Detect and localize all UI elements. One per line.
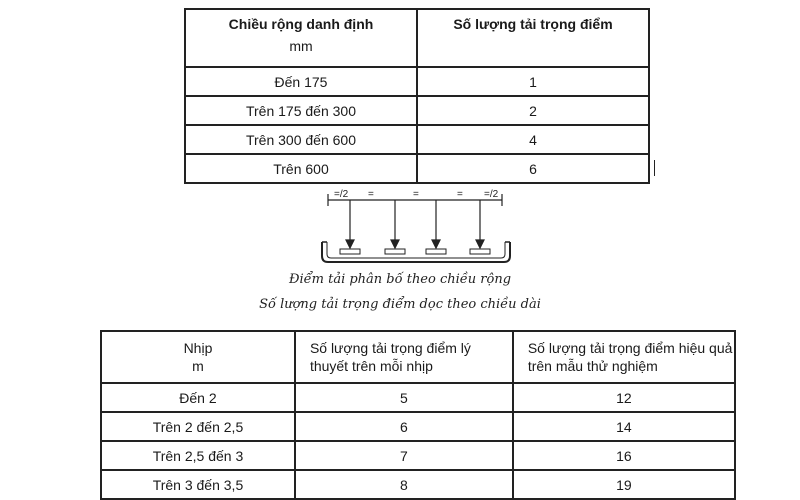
cell-span: Đến 2 (101, 383, 295, 412)
caption-length-count: Số lượng tải trọng điểm dọc theo chiều dài (259, 297, 541, 312)
table-row (101, 383, 735, 412)
cell-effective: 12 (513, 383, 735, 412)
header-span (101, 331, 295, 383)
cell-theoretical: 6 (295, 412, 513, 441)
cell-width: Đến 175 (185, 67, 417, 96)
load-pad (426, 249, 446, 254)
header-nominal-width-unit: mm (289, 38, 313, 54)
cell-width: Trên 300 đến 600 (185, 125, 417, 154)
table-row (101, 441, 735, 470)
table-row (101, 470, 735, 499)
table-row (185, 154, 649, 183)
header-nominal-width-label: Chiều rộng danh định (228, 16, 374, 32)
load-pad (470, 249, 490, 254)
table-row (185, 67, 649, 96)
point-load-distribution-diagram (316, 186, 526, 266)
cell-count: 6 (417, 154, 649, 183)
cell-width: Trên 175 đến 300 (185, 96, 417, 125)
table-row (101, 412, 735, 441)
load-pad (340, 249, 360, 254)
header-span-label: Nhịp (183, 340, 213, 356)
dim-label-equal: = (368, 189, 374, 200)
header-nominal-width (185, 9, 417, 67)
caption-width-distribution: Điểm tải phân bố theo chiều rộng (288, 272, 512, 287)
cell-effective: 16 (513, 441, 735, 470)
width-load-table (184, 8, 650, 184)
span-load-table (100, 330, 736, 500)
margin-mark (654, 160, 655, 176)
header-theoretical-count: Số lượng tải trọng điểm lý thuyết trên mỗi nhịp (295, 331, 513, 383)
dim-label-half: =/2 (484, 189, 499, 200)
cell-span: Trên 2,5 đến 3 (101, 441, 295, 470)
cell-theoretical: 7 (295, 441, 513, 470)
table-row (185, 96, 649, 125)
arrow-head (391, 240, 399, 248)
table-header-row (185, 9, 649, 67)
arrow-head (346, 240, 354, 248)
cell-span: Trên 2 đến 2,5 (101, 412, 295, 441)
dim-label-equal: = (457, 189, 463, 200)
table-header-row (101, 331, 735, 383)
header-span-unit: m (192, 358, 204, 374)
cell-count: 2 (417, 96, 649, 125)
table-row (185, 125, 649, 154)
header-point-load-count: Số lượng tải trọng điểm (417, 9, 649, 67)
dim-label-half: =/2 (334, 189, 349, 200)
header-effective-count: Số lượng tải trọng điểm hiệu quả trên mẫu thử nghiệm (513, 331, 735, 383)
cell-span: Trên 3 đến 3,5 (101, 470, 295, 499)
arrow-head (476, 240, 484, 248)
cell-theoretical: 8 (295, 470, 513, 499)
arrow-head (432, 240, 440, 248)
cell-theoretical: 5 (295, 383, 513, 412)
dim-label-equal: = (413, 189, 419, 200)
cell-effective: 14 (513, 412, 735, 441)
load-pad (385, 249, 405, 254)
cell-count: 1 (417, 67, 649, 96)
cell-width: Trên 600 (185, 154, 417, 183)
cell-count: 4 (417, 125, 649, 154)
cell-effective: 19 (513, 470, 735, 499)
